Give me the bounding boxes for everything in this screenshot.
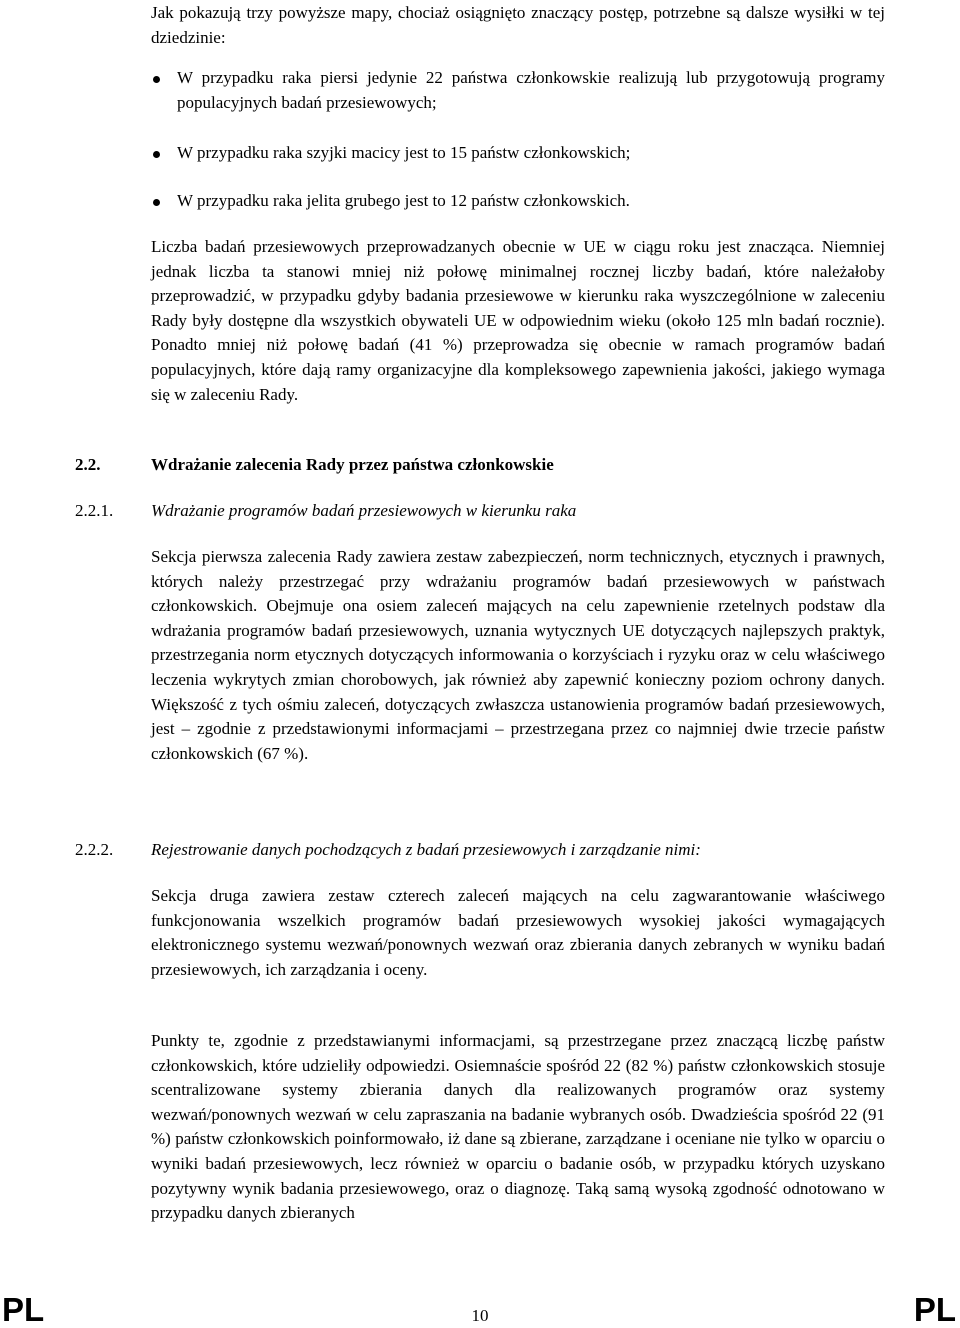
section-number: 2.2.: [75, 455, 101, 474]
section-title: Wdrażanie programów badań przesiewowych w kierunku raka: [151, 501, 577, 520]
bullet-list: [151, 189, 885, 214]
bullet-text: W przypadku raka piersi jedynie 22 państwa członkowskie realizują lub przygotowują programy populacyjnych badań przesiewowych;: [177, 68, 885, 112]
bullet-icon: [153, 151, 160, 158]
bullet-icon: [153, 199, 160, 206]
list-item: [151, 189, 885, 214]
section-2-2-2-paragraph-1: Sekcja druga zawiera zestaw czterech zaleceń mających na celu zagwarantowanie właściwego funkcjonowania wszelkich programów badań przesiewowych wysokiej jakości wymagających elektronicznego systemu wezwań/ponownych wezwań oraz zbierania danych zebranych w wyniku badań przesiewowych, ich zarządzania i oceny.: [151, 886, 885, 979]
intro-paragraph: Jak pokazują trzy powyższe mapy, chociaż osiągnięto znaczący postęp, potrzebne są dalsze wysiłki w tej dziedzinie:: [151, 3, 885, 47]
footer-language-code-left: PL: [2, 1291, 45, 1328]
list-item: [151, 66, 885, 115]
section-number: 2.2.2.: [75, 840, 114, 859]
section-2-2-2-paragraph-2: Punkty te, zgodnie z przedstawianymi informacjami, są przestrzegane przez znaczącą liczbę państw członkowskich, które udzieliły odpowiedzi. Osiemnaście spośród 22 (82 %) państw członkowskich stosuje scentralizowane systemy zbierania danych dla realizowanych programów oraz systemy wezwań/ponownych wezwań w celu zapraszania na badanie wybranych osób. Dwadzieścia spośród 22 (91 %) państw członkowskich poinformowało, iż dane są zbierane, zarządzane i oceniane nie tylko w oparciu o wyniki badań przesiewowych, lecz również w oparciu o badanie osób, w przypadku których uzyskano pozytywny wynik badania przesiewowego, oraz o diagnozę. Taką samą wysoką zgodność odnotowano w przypadku danych zbieranych: [151, 1031, 885, 1223]
section-title: Rejestrowanie danych pochodzących z badań przesiewowych i zarządzanie nimi:: [151, 840, 701, 859]
bullet-list: [151, 66, 885, 115]
section-title: Wdrażanie zalecenia Rady przez państwa członkowskie: [151, 455, 554, 474]
bullet-list: [151, 141, 885, 166]
bullet-text: W przypadku raka jelita grubego jest to 12 państw członkowskich.: [177, 191, 630, 210]
bullet-icon: [153, 76, 160, 83]
footer-language-code-right: PL: [913, 1291, 956, 1328]
summary-paragraph: Liczba badań przesiewowych przeprowadzanych obecnie w UE w ciągu roku jest znacząca. Niemniej jednak liczba ta stanowi mniej niż połowę minimalnej rocznej liczby badań, które należałoby przeprowadzić, w przypadku gdyby badania przesiewowe w kierunku raka wyszczególnione w zaleceniu Rady były dostępne dla wszystkich obywateli UE w odpowiednim wieku (około 125 mln badań rocznie). Ponadto mniej niż połowę badań (41 %) przeprowadza się obecnie w ramach programów badań populacyjnych, które dają ramy organizacyjne dla kompleksowego zapewnienia jakości, jakiego wymaga się w zaleceniu Rady.: [151, 237, 885, 404]
list-item: [151, 141, 885, 166]
section-2-2-1-paragraph: Sekcja pierwsza zalecenia Rady zawiera zestaw zabezpieczeń, norm technicznych, etycznych i prawnych, których należy przestrzegać przy wdrażaniu programów badań przesiewowych w państwach członkowskich. Obejmuje ona osiem zaleceń mających na celu zapewnienie rzetelnych podstaw dla wdrażania programów badań przesiewowych, uznania wytycznych UE dotyczących najlepszych praktyk, przestrzegania norm etycznych dotyczących informowania o korzyściach i ryzyku oraz w celu właściwego leczenia wykrytych zmian chorobowych, jak również aby zapewnić konieczny poziom ochrony danych. Większość z tych ośmiu zaleceń, dotyczących zwłaszcza ustanowienia programów badań przesiewowych, jest – zgodnie z przedstawionymi informacjami – przestrzegana przez co najmniej dwie trzecie państw członkowskich (67 %).: [151, 547, 885, 763]
section-number: 2.2.1.: [75, 501, 114, 520]
page-number: 10: [471, 1306, 489, 1325]
bullet-text: W przypadku raka szyjki macicy jest to 15 państw członkowskich;: [177, 143, 631, 162]
